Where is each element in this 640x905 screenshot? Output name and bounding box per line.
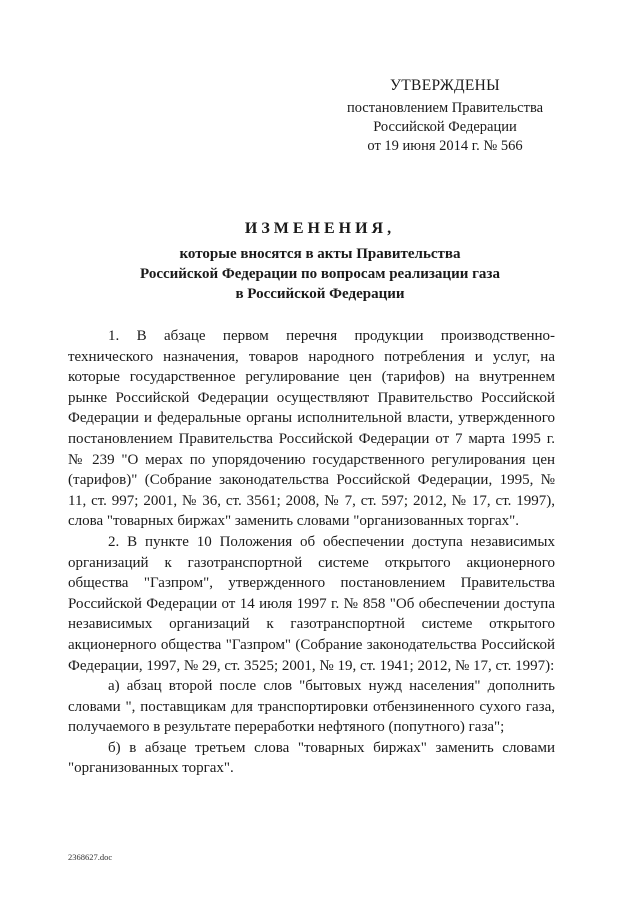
paragraph-1: 1. В абзаце первом перечня продукции производственно-технического назначения, товаров народного потребления и услуг, на которые государственное регулирование цен (тарифов) на внутреннем рынке Российской Федерации осуществляют Правительство Российской Федерации и федеральные органы исполнительной власти, утвержденного постановлением Правительства Российской Федерации от 7 марта 1995 г. № 239 "О мерах по упорядочению государственного регулирования цен (тарифов)" (Собрание законодательства Российской Федерации, 1995, № 11, ст. 997; 2001, № 36, ст. 3561; 2008, № 7, ст. 597; 2012, № 17, ст. 1997), слова "товарных биржах" заменить словами "организованных торгах". xyxy=(68,328,555,530)
paragraph-2: 2. В пункте 10 Положения об обеспечении доступа независимых организаций к газотранспортной системе открытого акционерного общества "Газпром", утвержденного постановлением Правительства Российской Федерации от 14 июля 1997 г. № 858 "Об обеспечении доступа независимых организаций к газотранспортной системе открытого акционерного общества "Газпром" (Собрание законодательства Российской Федерации, 1997, № 29, ст. 3525; 2001, № 19, ст. 1941; 2012, № 17, ст. 1997): xyxy=(68,533,555,674)
document-title: ИЗМЕНЕНИЯ, xyxy=(244,220,396,237)
paragraph-2a: а) абзац второй после слов "бытовых нужд населения" дополнить словами ", поставщикам для транспортировки отбензиненного сухого газа, получаемого в результате переработки нефтяного (попутного) газа"; xyxy=(68,678,555,736)
approval-line-3: от 19 июня 2014 г. № 566 xyxy=(367,138,523,154)
document-body xyxy=(68,326,555,779)
document-code: 2368627.doc xyxy=(68,852,113,862)
paragraph-2b: б) в абзаце третьем слова "товарных биржах" заменить словами "организованных торгах". xyxy=(68,739,555,777)
approval-block xyxy=(330,76,560,156)
approval-line-2: Российской Федерации xyxy=(373,119,517,135)
subtitle-line-1: которые вносятся в акты Правительства xyxy=(179,246,461,262)
subtitle-line-3: в Российской Федерации xyxy=(235,286,405,302)
approval-line-1: постановлением Правительства xyxy=(346,100,544,116)
document-heading xyxy=(60,220,580,304)
approval-label: УТВЕРЖДЕНЫ xyxy=(390,77,500,94)
subtitle-line-2: Российской Федерации по вопросам реализации газа xyxy=(140,266,500,282)
